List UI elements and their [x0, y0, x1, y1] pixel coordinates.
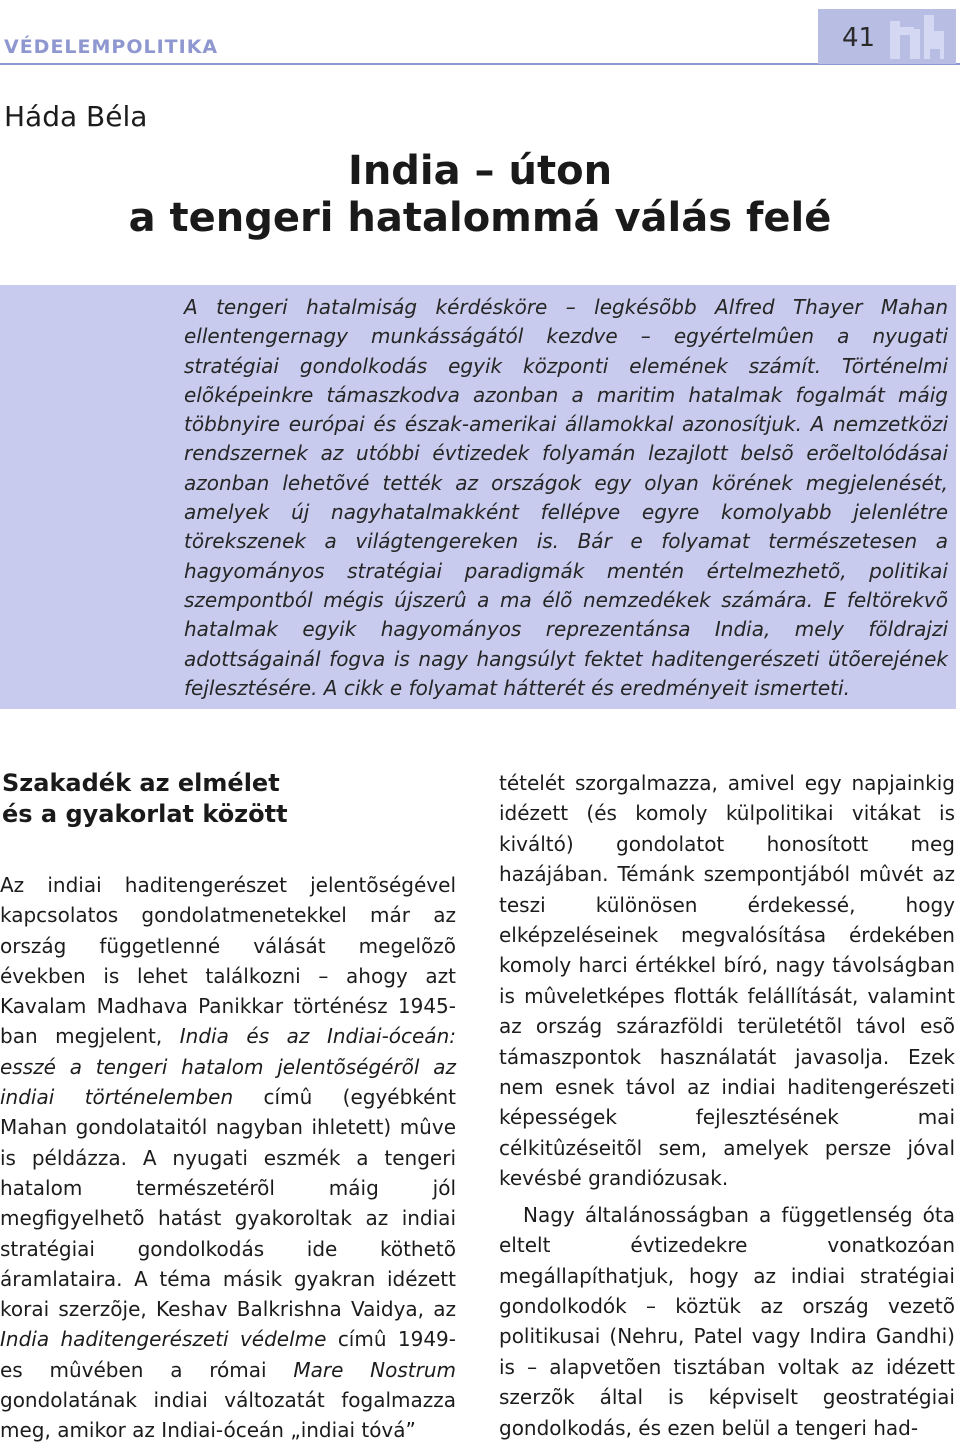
right-column — [499, 768, 955, 1443]
phrase-mare-nostrum: Mare Nostrum — [293, 1357, 456, 1382]
page-header — [0, 0, 960, 66]
section-heading-line-1: Szakadék az elmélet — [2, 769, 280, 797]
abstract-text: A tengeri hatalmiság kérdésköre – legkésõbb Alfred Thayer Mahan ellentengernagy munkásságától kezdve – egyértelmûen a nyugati stratégiai gondolkodás egyik központi elemének számít. Történelmi elõképeinkre támaszkodva azonban a maritim hatalmak fogalmát máig többnyire európai és észak-amerikai államokkal azonosítjuk. A nemzetközi rendszernek az utóbbi évtizedek folyamán lezajlott belsõ erõeltolódásai azonban lehetõvé tették az országok egy olyan körének megjelenését, amelyek új nagyhatalmakként fellépve egyre komolyabb jelenlétre törekszenek a világtengereken is. Bár e folyamat természetesen a hagyományos stratégiai paradigmák mentén értelmezhetõ, politikai szempontból mégis újszerû a ma élõ nemzedékek számára. E feltörekvõ hatalmak egyik hagyományos reprezentánsa India, mely földrajzi adottságainál fogva is nagy hangsúlyt fektet haditengerészeti ütõerejének fejlesztésére. A cikk e folyamat hátterét és eredményeit ismerteti. — [184, 295, 948, 700]
section-label: VÉDELEMPOLITIKA — [4, 36, 219, 58]
right-paragraph-2: Nagy általánosságban a függetlenség óta eltelt évtizedekre vonatkozóan megállapíthatjuk, hogy az indiai stratégiai gondolkodók – köztük az ország vezetõ politikusai (Nehru, Patel vagy Indira Gandhi) is – alapvetõen tisztában voltak az idézett szerzõk által is képviselt geostratégiai gondolkodás, és ezen belül a tengeri had- — [499, 1202, 955, 1440]
section-heading-line-2: és a gyakorlat között — [2, 800, 288, 828]
book-title-vaidya: India haditengerészeti védelme — [0, 1327, 327, 1352]
text-run: gondolatának indiai változatát fogalmazza meg, amikor az Indiai-óceán „indiai tóvá” — [0, 1388, 456, 1443]
right-paragraph-1: tételét szorgalmazza, amivel egy napjainkig idézett (és komoly külpolitikai vitákat is kiváltó) gondolatot honosított meg hazájában. Témánk szempontjából mûvét az teszi különösen érdekessé, hogy elképzeléseinek megvalósítása érdekében komoly harci értékkel bíró, nagy távolságban is mûveletképes flották felállítását, valamint az ország szárazföldi területétõl távol esõ támaszpontok használatát javasolja. Ezek nem esnek távol az indiai haditengerészeti képességek fejlesztésének mai célkitûzéseitõl sem, amelyek persze jóval kevésbé grandiózusak. — [499, 771, 955, 1191]
text-run: címû 1949-es mûvében a római — [0, 1327, 457, 1382]
section-heading — [2, 768, 456, 830]
header-rule — [0, 63, 960, 65]
page-number: 41 — [842, 23, 876, 53]
text-run: címû (egyébként Mahan gondolataitól nagyban ihletett) mûve is példázza. A nyugati eszmék a tengeri hatalom természetérõl máig jól megfigyelhetõ hatást gyakoroltak az indiai stratégiai gondolkodás ide köthetõ áramlataira. A téma másik gyakran idézett korai szerzõje, Keshav Balkrishna Vaidya, az — [0, 1085, 456, 1322]
nb-logo-icon — [886, 13, 948, 61]
left-column — [0, 768, 456, 1446]
text-run: Az indiai haditengerészet jelentõségével kapcsolatos gondolatmenetekkel már az ország függetlenné válását megelõzõ években is lehet találkozni – ahogy azt Kavalam Madhava Panikkar történész 1945-ban megjelent, — [0, 873, 456, 1049]
abstract-box — [0, 285, 956, 709]
page-number-box — [818, 9, 956, 64]
title-line-1: India – úton — [347, 148, 613, 194]
book-title-panikkar: India és az Indiai-óceán: esszé a tengeri hatalom jelentõségérõl az indiai történelemben — [0, 1024, 457, 1110]
author-name: Háda Béla — [4, 100, 148, 133]
title-line-2: a tengeri hatalommá válás felé — [128, 195, 832, 241]
left-paragraph — [0, 870, 456, 1446]
article-title — [0, 148, 960, 242]
